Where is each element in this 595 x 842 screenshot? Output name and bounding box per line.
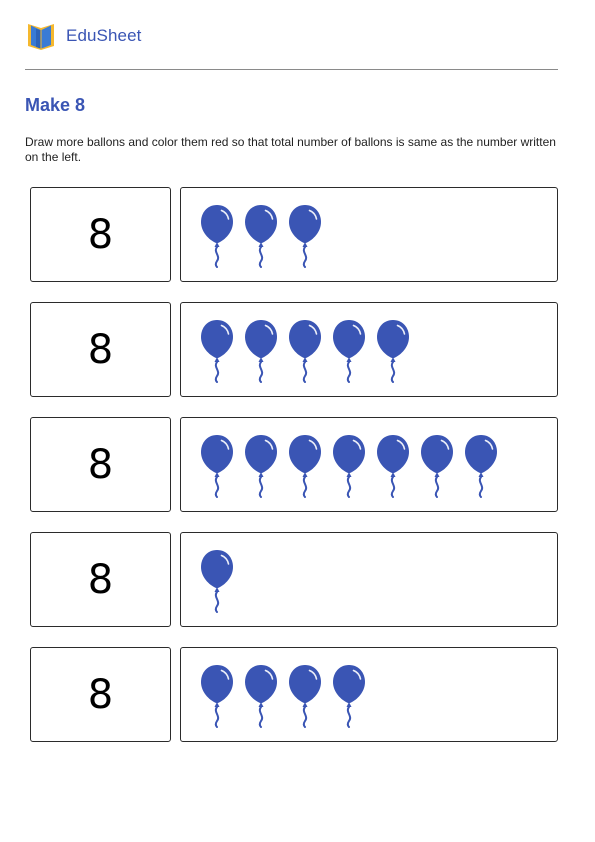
balloon-icon [331, 318, 367, 384]
exercise-rows [30, 187, 558, 762]
balloon-icon [331, 433, 367, 499]
balloon-icon [199, 663, 235, 729]
target-number-box [30, 187, 171, 282]
balloon-icon [419, 433, 455, 499]
exercise-row [30, 647, 558, 742]
exercise-row [30, 417, 558, 512]
book-icon [25, 20, 57, 52]
balloon-icon [199, 433, 235, 499]
target-number-box [30, 532, 171, 627]
worksheet-title: Make 8 [25, 95, 86, 115]
target-number: 8 [87, 326, 114, 373]
target-number: 8 [87, 441, 114, 488]
header [25, 20, 141, 52]
header-divider [25, 69, 558, 70]
balloon-group [199, 433, 507, 499]
exercise-row [30, 532, 558, 627]
balloon-icon [243, 433, 279, 499]
balloon-icon [243, 203, 279, 269]
brand-name: EduSheet [66, 26, 142, 45]
worksheet-instructions: Draw more ballons and color them red so that total number of ballons is same as the number written on the left. [25, 135, 556, 164]
balloon-icon [287, 663, 323, 729]
target-number: 8 [87, 556, 114, 603]
target-number: 8 [87, 211, 114, 258]
balloon-icon [199, 203, 235, 269]
balloon-icon [287, 318, 323, 384]
balloon-drawing-area[interactable] [180, 302, 558, 397]
target-number: 8 [87, 671, 114, 718]
balloon-drawing-area[interactable] [180, 187, 558, 282]
balloon-icon [375, 433, 411, 499]
balloon-group [199, 663, 375, 729]
exercise-row [30, 187, 558, 282]
balloon-icon [243, 318, 279, 384]
exercise-row [30, 302, 558, 397]
balloon-icon [199, 548, 235, 614]
target-number-box [30, 417, 171, 512]
balloon-drawing-area[interactable] [180, 647, 558, 742]
balloon-drawing-area[interactable] [180, 417, 558, 512]
balloon-icon [331, 663, 367, 729]
balloon-icon [287, 203, 323, 269]
balloon-icon [199, 318, 235, 384]
balloon-group [199, 318, 419, 384]
balloon-icon [463, 433, 499, 499]
balloon-drawing-area[interactable] [180, 532, 558, 627]
balloon-group [199, 203, 331, 269]
balloon-icon [287, 433, 323, 499]
balloon-group [199, 548, 243, 614]
balloon-icon [375, 318, 411, 384]
target-number-box [30, 647, 171, 742]
target-number-box [30, 302, 171, 397]
balloon-icon [243, 663, 279, 729]
